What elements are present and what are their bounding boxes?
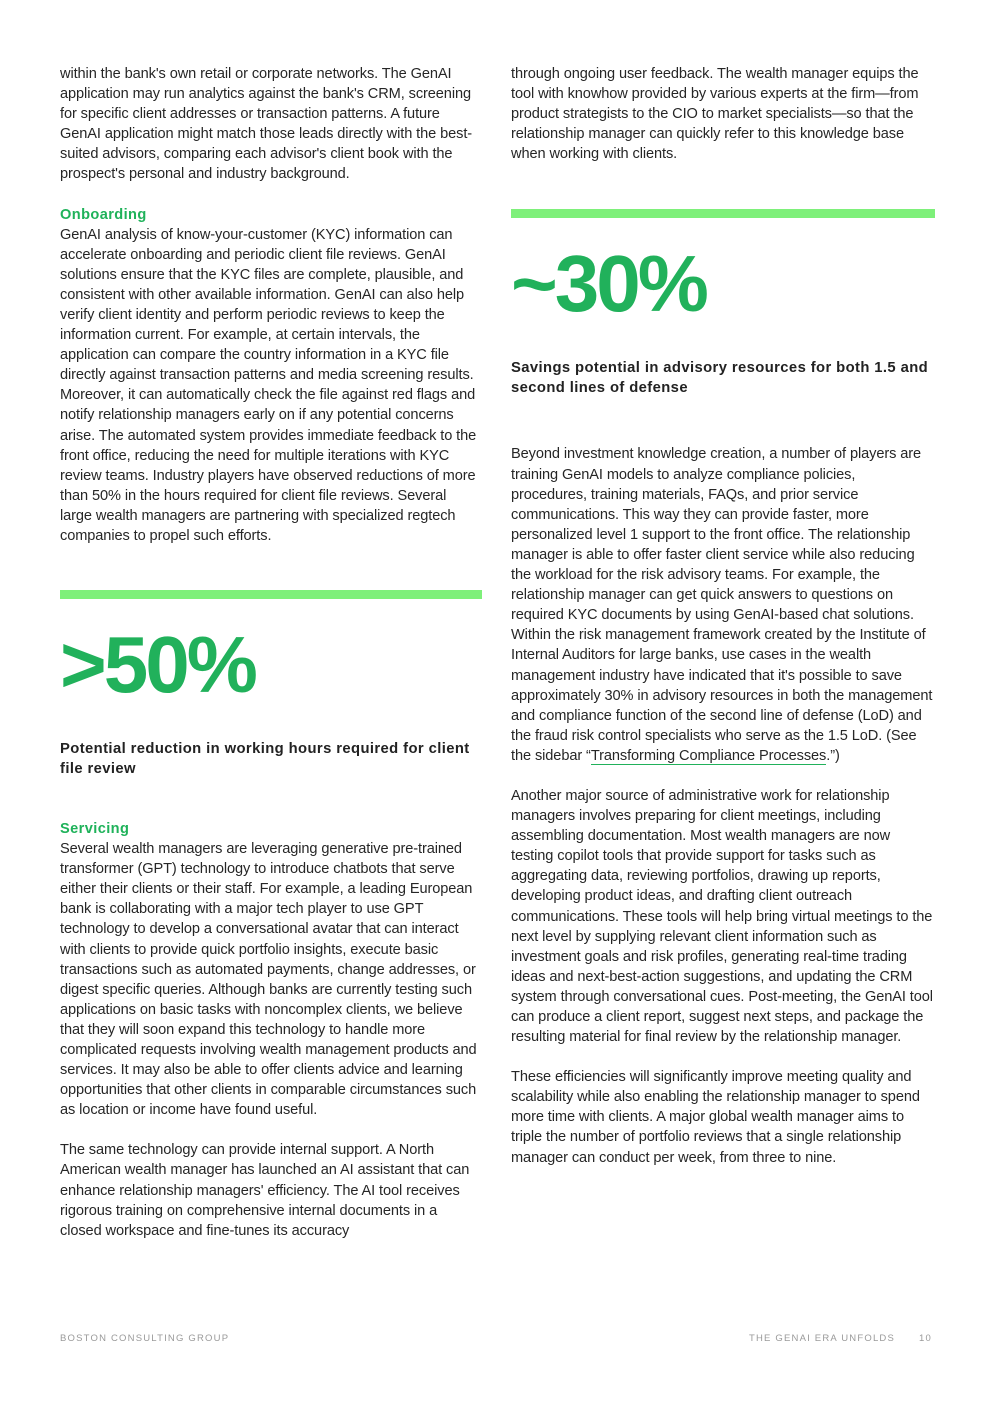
meetings-paragraph: Another major source of administrative work for relationship managers involves preparing for client meetings, including assembling documentation. Most wealth managers are now testing copilot tools that provide support for tasks such as aggregating data, reviewing portfolios, drawing up reports, developing product ideas, and drafting client outreach communications. These tools will help bring virtual meetings to the next level by supplying relevant client information such as investment goals and risk profiles, generating real-time trading ideas and next-best-action suggestions, and updating the CRM system through conversational cues. Post-meeting, the GenAI tool can produce a client report, suggest next steps, and package the resulting material for final review by the relationship manager. <box>511 787 933 1046</box>
stat-caption-left: Potential reduction in working hours required for client file review <box>60 741 470 778</box>
footer-publisher: BOSTON CONSULTING GROUP <box>60 1333 230 1344</box>
page-number: 10 <box>919 1333 932 1344</box>
compliance-paragraph <box>511 444 935 766</box>
efficiencies-paragraph: These efficiencies will significantly improve meeting quality and scalability while also enabling the relationship manager to spend more time with clients. A major global wealth manager aims to triple the number of portfolio reviews that a single relationship manager can conduct per week, from three to nine. <box>511 1069 920 1166</box>
left-column <box>60 64 482 1241</box>
footer-report-title: THE GENAI ERA UNFOLDS <box>748 1333 896 1344</box>
right-column <box>511 64 935 1168</box>
stat-caption-right: Savings potential in advisory resources for both 1.5 and second lines of defense <box>511 360 929 397</box>
servicing-paragraph-1: Several wealth managers are leveraging generative pre-trained transformer (GPT) technology to introduce chatbots that serve either their clients or their staff. For example, a leading European bank is collaborating with a major tech player to use GPT technology to develop a conversational avatar that can interact with clients to provide quick portfolio insights, execute basic transactions such as automated payments, change addresses, or digest specific queries. Although banks are currently testing such applications on basic tasks with noncomplex clients, we believe that they will soon expand this technology to handle more complicated requests involving wealth management products and services. It may also be able to offer clients advice and learning opportunities that other clients in comparable circumstances such as location or income have found useful. <box>60 841 477 1119</box>
left-intro-paragraph: within the bank's own retail or corporate networks. The GenAI application may run analytics against the bank's CRM, screening for specific client addresses or transaction patterns. A future GenAI application might match those leads directly with the best-suited advisors, comparing each advisor's client book with the prospect's personal and industry background. <box>60 66 473 183</box>
stat-callout-left <box>60 590 482 779</box>
stat-accent-bar <box>511 209 935 218</box>
stat-accent-bar <box>60 590 482 599</box>
onboarding-paragraph: GenAI analysis of know-your-customer (KYC) information can accelerate onboarding and periodic client file reviews. GenAI solutions ensure that the KYC files are complete, plausible, and consistent with other available information. GenAI can also help verify client identity and perform periodic reviews to keep the information current. For example, at certain intervals, the application can compare the country information in a KYC file directly against transaction patterns and media screening results. Moreover, it can automatically check the file against red flags and notify relationship managers early on if any potential concerns arise. The automated system provides immediate feedback to the front office, reducing the need for multiple iterations with KYC review teams. Industry players have observed reductions of more than 50% in the hours required for client file reviews. Several large wealth managers are partnering with specialized regtech companies to propel such efforts. <box>60 226 477 544</box>
compliance-text-end: .”) <box>826 747 840 764</box>
sidebar-link[interactable]: Transforming Compliance Processes <box>590 747 827 764</box>
servicing-paragraph-2: The same technology can provide internal support. A North American wealth manager has launched an AI assistant that can enhance relationship managers' efficiency. The AI tool receives rigorous training on comprehensive internal documents in a closed workspace and fine-tunes its accuracy <box>60 1142 470 1239</box>
right-intro-paragraph: through ongoing user feedback. The wealth manager equips the tool with knowhow provided by various experts at the firm—from product strategists to the CIO to market specialists—so that the relationship manager can quickly refer to this knowledge base when working with clients. <box>511 66 919 163</box>
stat-value-right: ~30% <box>511 239 706 329</box>
onboarding-heading: Onboarding <box>60 206 147 223</box>
compliance-text: Beyond investment knowledge creation, a number of players are training GenAI models to analyze compliance policies, procedures, training materials, FAQs, and prior service communications. This way they can provide faster, more personalized level 1 support to the front office. The relationship manager is able to offer faster client service while also reducing the workload for the risk advisory teams. For example, the relationship manager can get quick answers to questions on required KYC documents by using GenAI-based chat solutions. Within the risk management framework created by the Institute of Internal Auditors for large banks, use cases in the wealth management industry have indicated that it's possible to save approximately 30% in advisory resources in both the management and compliance function of the second line of defense (LoD) and the fraud risk control specialists who serve as the 1.5 LoD. (See the sidebar “ <box>511 446 933 764</box>
stat-value-left: >50% <box>60 620 255 710</box>
footer-right <box>749 1333 932 1344</box>
servicing-heading: Servicing <box>60 821 130 838</box>
stat-callout-right <box>511 209 935 398</box>
